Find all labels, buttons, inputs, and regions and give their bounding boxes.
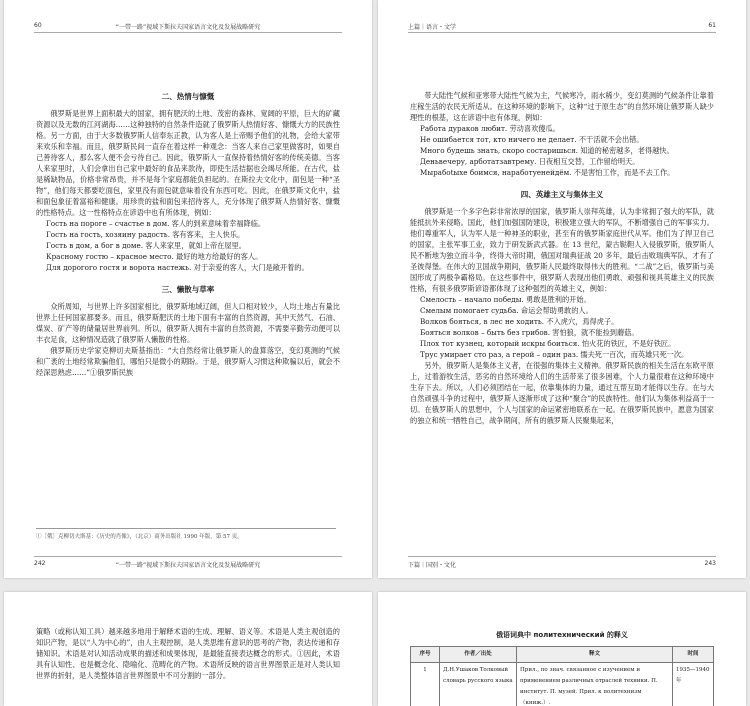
page-body bbox=[410, 90, 714, 426]
table-title: 俄语词典中 политехнический 的释义 bbox=[496, 631, 628, 639]
table-row bbox=[411, 663, 714, 706]
paragraph: 俄罗斯是一个多字色彩非常浓厚的国家，俄罗斯人崇拜英雄，认为非常拥了强大的军队，就能抵抗外来侵略。国此，他们加强国防建设，积极建立强大的军队，不断增强自己的军事实力。他们尊重军人，认为军人是一种神圣的职业，甚至有的俄罗斯家庭世代从军。他们为了捍卫自己的国家，主张军事工业，致力于研发新武式器。在 13 世纪，蒙古鞑靼人入侵俄罗斯，俄罗斯人民不断地为独立而斗争，终得大帝时期，俄国对瑞典征战 20 多年，最后击败瑞典军队，才有了圣彼得堡。在伟大的卫国战争期间，俄罗斯人民最终取得伟大的胜利。“二战”之后，俄罗斯与美国形成了两极争霸格局。在这些事件中，俄罗斯人表现出他们勇敢、顽强和视具英雄主义的民族性格，有很多俄罗斯谚语都体现了这种强烈的英雄主义，例如： bbox=[410, 207, 714, 293]
running-head: 上篇｜语言・文学 bbox=[408, 24, 457, 31]
left-page bbox=[4, 0, 372, 578]
paragraph: 众所周知，与世界上许多国家相比，俄罗斯地域辽阔，但人口相对较少，人均土地占有量比世界上任何国家都要多。而且，俄罗斯肥沃的土地下面有丰富的自然资源，其中天然气、石油、煤炭、矿产等的储量居世界前列。所以，俄罗斯人拥有丰富的自然资源，不需要辛勤劳动便可以丰衣足食，这种情况造就了俄罗斯人懒散的性格。 bbox=[36, 302, 340, 344]
proverb: Трус умирает сто раз, а герой – один раз. 懦夫死一百次，而英雄只死一次。 bbox=[420, 350, 689, 359]
section-title: 四、英雄主义与集体主义 bbox=[520, 190, 604, 199]
proverb: Волков бояться, в лес не ходить. 不入虎穴，焉得虎子。 bbox=[420, 317, 619, 326]
proverb: Гость в дом, а бог в доме. 客人来家里，就如上帝在屋里。 bbox=[46, 241, 246, 250]
proverb: Гость на гость, хозяину радость. 客有客来，主人快乐。 bbox=[46, 230, 245, 239]
right-page bbox=[378, 0, 746, 578]
section-title: 二、热情与慷慨 bbox=[161, 92, 215, 101]
cell-source: Д.Н.Ушаков Толковый словарь русского языка bbox=[440, 663, 517, 706]
footer-page-number: 243 bbox=[704, 560, 716, 567]
paragraph: 策略（或称认知工具）越来越多地用于解释术语的生成、理解、语义等。术语是人类主观创造的知识产物，是以“人为中心的”，由人主观控制，是人类思维有意识的思考的产物，表达传递和存储知识。术语是对认知活动成果的描述和成果体现，是最能直接表达概念的形式。①因此，术语具有认知性、也是概念化、隐喻化、范畴化的产物。术语所反映的语言世界图景正是对人类认知世界的折射，是人类整体语言世界图景中不可分割的一部分。 bbox=[36, 627, 340, 680]
section-title: 三、懒散与草率 bbox=[161, 285, 215, 294]
column-header: 作者／出处 bbox=[440, 647, 517, 663]
next-right-page bbox=[378, 592, 746, 706]
proverb: Не ошибается тот, кто ничего не делает. 不干活就不会出错。 bbox=[420, 135, 644, 144]
footnote: ①［俄］克柳切夫斯基：《历史的肖像》，（北京）商务出版社 1990 年版，第 57 页。 bbox=[36, 528, 336, 540]
proverb: Смелость – начало победы. 勇敢是胜利的开始。 bbox=[420, 295, 591, 304]
footer-page-number: 242 bbox=[34, 560, 46, 567]
proverb: Деньвечеру, арботатзавтрему. 日夜相互交替，工作留给明天。 bbox=[420, 157, 640, 166]
cell-time: 1935—1940 年 bbox=[673, 663, 714, 706]
page-body bbox=[36, 86, 340, 378]
proverb: Работа дураков любит. 劳动喜欢傻瓜。 bbox=[420, 124, 560, 133]
footer-running-head: 下篇｜国别・文化 bbox=[408, 562, 457, 569]
proverb: Мырабоtыxe бoимся, нарaботуeнeйдём. 不是害怕工作，而是不去工作。 bbox=[420, 168, 675, 177]
next-left-page bbox=[4, 592, 372, 706]
cell-no: 1 bbox=[411, 663, 440, 706]
footer-running-head: “一带一路”视域下斯拉夫国家语言文化及发展战略研究 bbox=[115, 562, 261, 569]
page-header bbox=[408, 22, 716, 33]
table-header-row bbox=[411, 647, 714, 663]
proverb: Бояться волков – быть без грибов. 害怕狼，就不能捡到蘑菇。 bbox=[420, 328, 639, 337]
proverb: Плох тот кузнец, который искры боиться. 怕火花的铁匠，不是好铁匠。 bbox=[420, 339, 676, 348]
proverb: Много будешь знать, скоро состаришься. 知道的秘密越多，老得越快。 bbox=[420, 146, 674, 155]
column-header: 时间 bbox=[673, 647, 714, 663]
paragraph: 俄罗斯是世界上面积最大的国家，拥有肥沃的土地、茂密的森林、宽阔的平原，巨大的矿藏资源以及无数的江河湖海……这种独特的自然条件造就了俄罗斯人热情好客、慷慨大方的民族性格。另一方面，由于大多数俄罗斯人信奉东正教，认为客人是上帝赐予他们的礼物，会给大家带来欢乐和幸福。而且，俄罗斯民间一直存在着这样一种观念：当客人来自己家里做客时，如果自己善待客人，那么客人便不会亏待自己。因此，俄罗斯人一直保持着热情好客的传统美德。当客人来家里时，人们会拿出自己家中最好的食品来款待，即使生活拮据也会竭尽所能。在古代，盐是稀缺物品，价格非常昂贵，并不是每个家庭都能负担起的。在斯拉夫文化中，面包是一种“圣物”，他们每天都要吃面包，家里没有面包就意味着没有东西可吃。因此，在俄罗斯文化中，盐和面包象征着富裕和健康。用珍贵的盐和面包来招待客人，充分体现了俄罗斯人热情好客、慷慨的性格特点。这一性格特点在谚语中也有所体现，例如： bbox=[36, 109, 340, 217]
page-number: 60 bbox=[34, 22, 42, 29]
page-body bbox=[36, 626, 340, 681]
paragraph: 俄罗斯历史学家克柳切夫斯基指出：“大自然经常让俄罗斯人的盘算落空，变幻莫测的气候和广袤的土地经常欺骗他们，哪怕只是微小的期盼。于是，俄罗斯人习惯这种欺骗以后，就会不经深思熟虑……”①俄罗斯民族 bbox=[36, 346, 340, 377]
definition-table bbox=[410, 646, 714, 706]
proverb-list bbox=[410, 123, 714, 178]
proverb: Смелым помогает судьба. 命运会帮助勇敢的人。 bbox=[420, 306, 593, 315]
page-body bbox=[410, 618, 714, 706]
proverb: Для дорогого гостя и ворота настежь. 对于亲爱的客人，大门是敞开着的。 bbox=[46, 263, 309, 272]
proverb-list bbox=[410, 294, 714, 360]
proverb-list bbox=[36, 218, 340, 273]
page-footer bbox=[34, 556, 342, 569]
cell-definition: Прил., по знач. связанное с изучением и применением различных отраслей техники. П. институт. П. музей. Прил. к политехнизм（книж.）. bbox=[517, 663, 673, 706]
page-footer bbox=[408, 556, 716, 569]
proverb: Гость на пороге – счастье в дом. 客人的到来意味着幸福降临。 bbox=[46, 219, 266, 228]
proverb: Красному гостю – красное место. 最好的地方给最好的客人。 bbox=[46, 252, 263, 261]
running-head: “一带一路”视域下斯拉夫国家语言文化及发展战略研究 bbox=[115, 24, 261, 31]
page-number: 61 bbox=[708, 22, 716, 29]
paragraph: 另外，俄罗斯人是集体主义者，在很强的集体主义精神。俄罗斯民族的相关生活在东欧平原上，过着游牧生活，恶劣的自然环境给人们的生活带来了很多困难，个人力量很难在这种环境中生存下去。所以，人们必须团结在一起，依靠集体的力量，通过互帮互助才能得以生存。在与大自然顽强斗争的过程中，俄罗斯人逐渐形成了这种“聚合”的民族特性。他们认为集体利益高于一切。在俄罗斯人的思想中，个人与国家的命运紧密地联系在一起。在俄罗斯民族中，愿意为国家的独立和统一牺牲自己，战争期间，所有的俄罗斯人民聚集起来， bbox=[410, 361, 714, 425]
column-header: 序号 bbox=[411, 647, 440, 663]
column-header: 释文 bbox=[517, 647, 673, 663]
paragraph: 带大陆性气候和亚寒带大陆性气候为主，气候寒冷，雨水稀少，变幻莫测的气候条件让靠着庄稼生活的农民无所适从。在这种环境的影响下，这种“过于原生态”的自然环境让俄罗斯人缺少理性的根基，这在谚语中也有体现，例如： bbox=[410, 91, 714, 122]
page-header bbox=[34, 22, 342, 33]
